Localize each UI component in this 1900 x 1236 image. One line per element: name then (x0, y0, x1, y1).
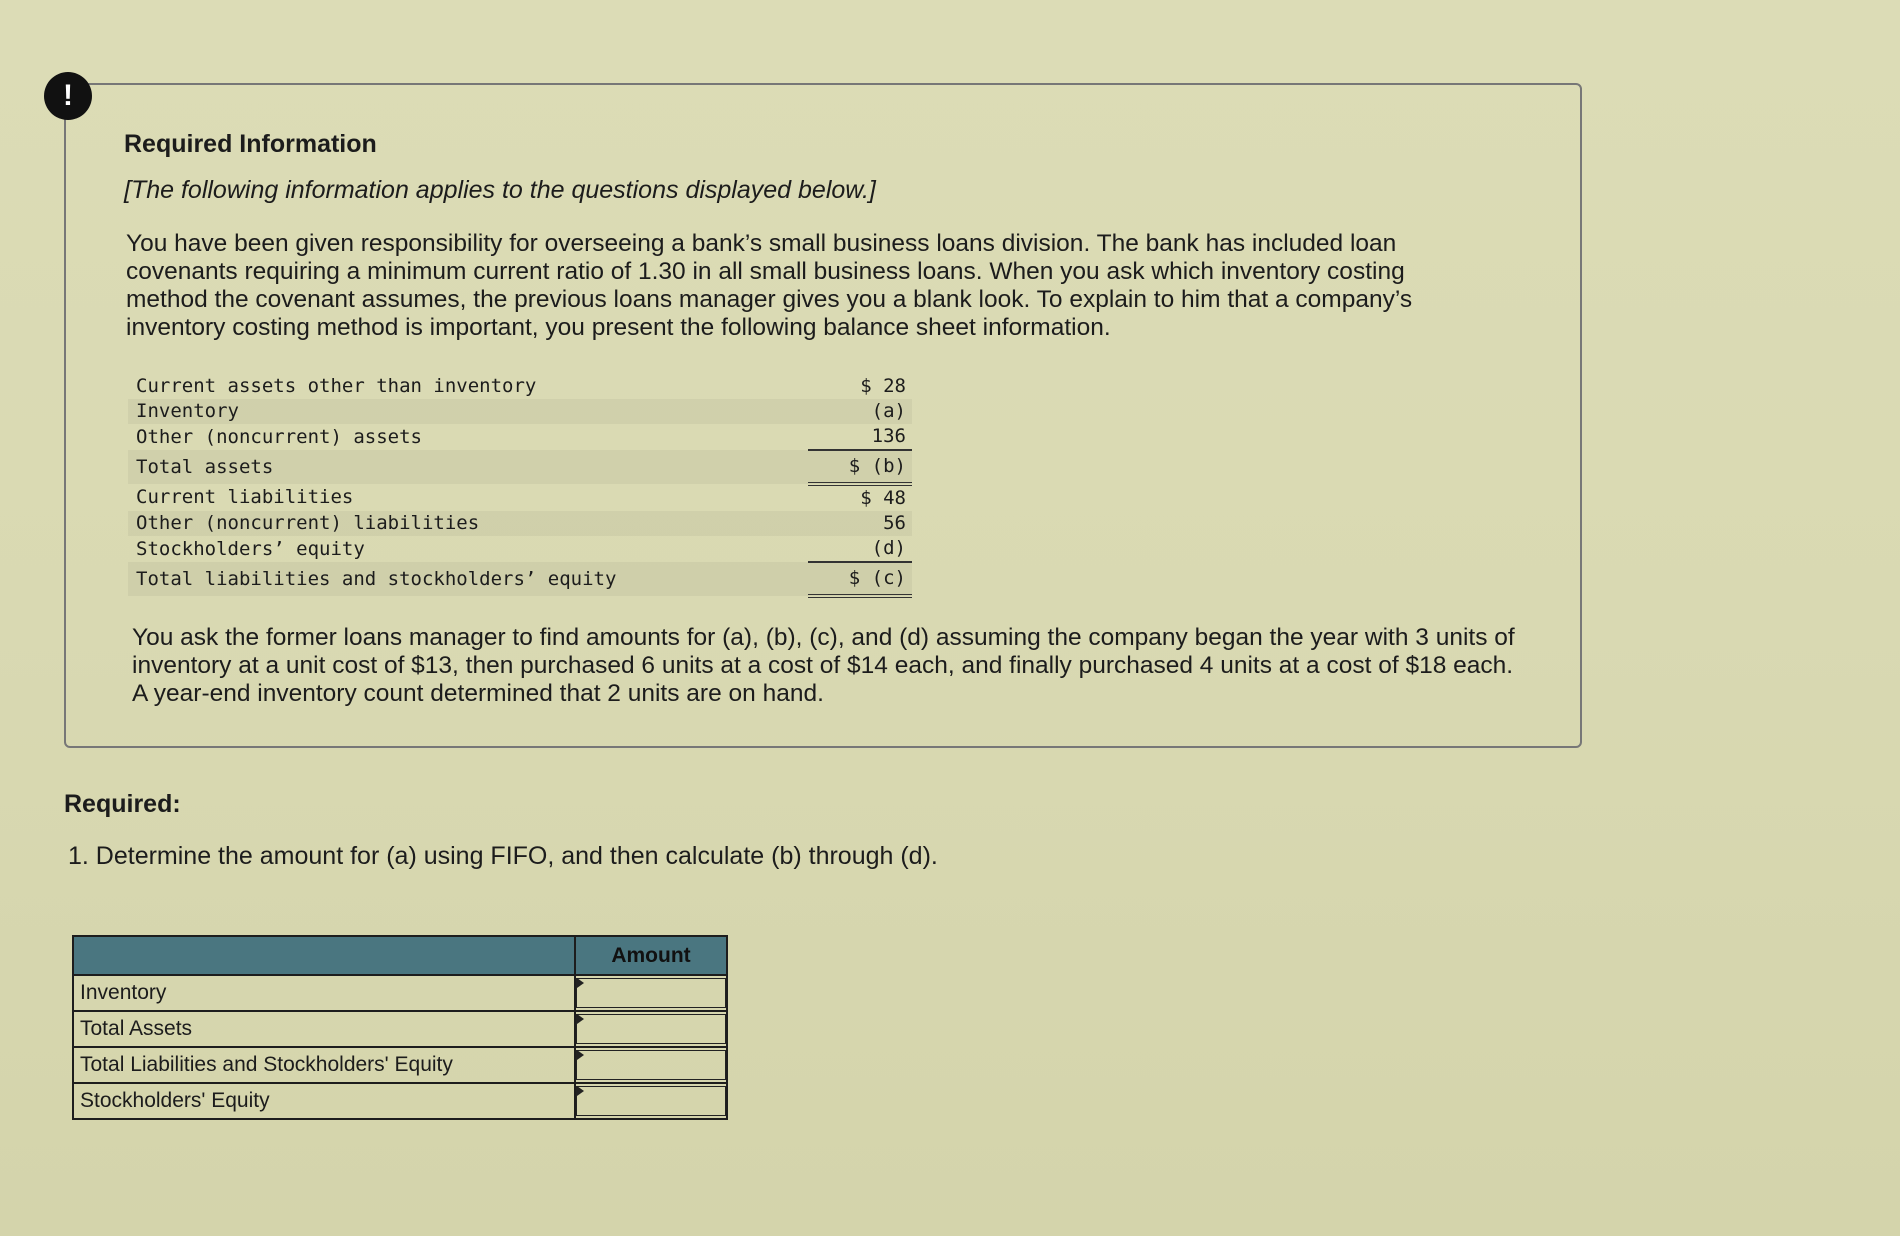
balance-sheet-value: $ (c) (808, 562, 912, 596)
answer-cell (575, 1083, 727, 1119)
info-subtitle: [The following information applies to the questions displayed below.] (124, 176, 876, 204)
balance-sheet-value: 136 (808, 424, 912, 450)
balance-sheet-value: $ (b) (808, 450, 912, 484)
balance-sheet-row (128, 374, 912, 399)
balance-sheet-row (128, 511, 912, 536)
info-question-text: You ask the former loans manager to find amounts for (a), (b), (c), and (d) assuming the company began the year with 3 units of inventory at a unit cost of $13, then purchased 6 units at a cost of $14 each, and finally purchased 4 units at a cost of $18 each. A year-end inventory count determined that 2 units are on hand. (132, 624, 1515, 707)
cell-marker-icon (577, 1086, 584, 1096)
answer-row (73, 1047, 727, 1083)
balance-sheet-label: Stockholders’ equity (136, 537, 365, 560)
balance-sheet-label: Current assets other than inventory (136, 375, 537, 397)
cell-marker-icon (577, 978, 584, 988)
balance-sheet-row (128, 450, 912, 484)
balance-sheet-label: Other (noncurrent) liabilities (128, 511, 808, 536)
info-title: Required Information (124, 130, 377, 158)
answer-row-label: Inventory (73, 975, 575, 1011)
balance-sheet-value: $ 48 (860, 487, 906, 509)
balance-sheet-row (128, 484, 912, 511)
balance-sheet-row (128, 562, 912, 596)
answer-table-header (73, 936, 727, 975)
balance-sheet-value: (d) (808, 536, 912, 562)
answer-row-label: Stockholders' Equity (73, 1083, 575, 1119)
balance-sheet-row (128, 399, 912, 424)
balance-sheet-value: 56 (808, 511, 912, 536)
required-question: 1. Determine the amount for (a) using FIFO, and then calculate (b) through (d). (68, 842, 938, 870)
cell-marker-icon (577, 1014, 584, 1024)
answer-row-label: Total Assets (73, 1011, 575, 1047)
answer-cell (575, 975, 727, 1011)
answer-row (73, 975, 727, 1011)
inventory-amount-input[interactable] (576, 978, 726, 1008)
answer-table (72, 935, 728, 1120)
answer-cell (575, 1047, 727, 1083)
answer-row (73, 1011, 727, 1047)
info-intro-text: You have been given responsibility for overseeing a bank’s small business loans division. The bank has included loan covenants requiring a minimum current ratio of 1.30 in all small business loans. When you ask which inventory costing method the covenant assumes, the previous loans manager gives you a blank look. To explain to him that a company’s inventory costing method is important, you present the following balance sheet information. (126, 230, 1413, 341)
header-amount-cell: Amount (575, 936, 727, 975)
total-liabilities-equity-amount-input[interactable] (576, 1050, 726, 1080)
balance-sheet-table (128, 374, 912, 598)
cell-marker-icon (577, 1050, 584, 1060)
header-label-cell (73, 936, 575, 975)
answer-cell (575, 1011, 727, 1047)
stockholders-equity-amount-input[interactable] (576, 1086, 726, 1116)
balance-sheet-value: $ 28 (860, 375, 906, 397)
answer-row (73, 1083, 727, 1119)
required-title: Required: (64, 790, 181, 818)
balance-sheet-row (128, 424, 912, 450)
balance-sheet-label: Total liabilities and stockholders’ equity (128, 562, 808, 596)
balance-sheet-label: Other (noncurrent) assets (136, 425, 422, 448)
total-assets-amount-input[interactable] (576, 1014, 726, 1044)
balance-sheet-row (128, 536, 912, 562)
balance-sheet-label: Current liabilities (136, 486, 354, 508)
alert-icon: ! (44, 72, 92, 120)
balance-sheet-label: Total assets (128, 450, 808, 484)
balance-sheet-label: Inventory (128, 399, 808, 424)
answer-row-label: Total Liabilities and Stockholders' Equity (73, 1047, 575, 1083)
balance-sheet-value: (a) (808, 399, 912, 424)
